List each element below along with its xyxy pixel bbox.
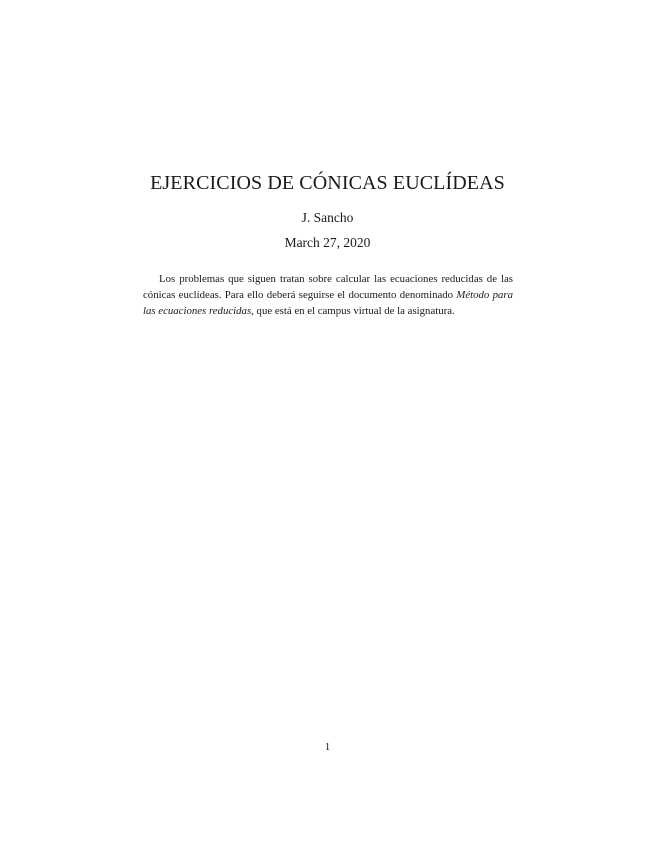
abstract-text-before: Los problemas que siguen tratan sobre calcular las ecuaciones reducidas de las cónicas euclídeas. Para ello deberá seguirse el documento denominado [143, 273, 513, 301]
abstract-emphasis: Método para las ecuaciones reducidas [143, 289, 513, 317]
abstract-paragraph [143, 271, 513, 319]
paper-title: EJERCICIOS DE CÓNICAS EUCLÍDEAS [150, 172, 505, 194]
page-number: 1 [324, 741, 331, 753]
abstract-block [143, 271, 513, 319]
abstract-text-after: , que está en el campus virtual de la asignatura. [251, 305, 455, 317]
paper-author: J. Sancho [301, 210, 354, 225]
paper-date: March 27, 2020 [284, 235, 371, 250]
